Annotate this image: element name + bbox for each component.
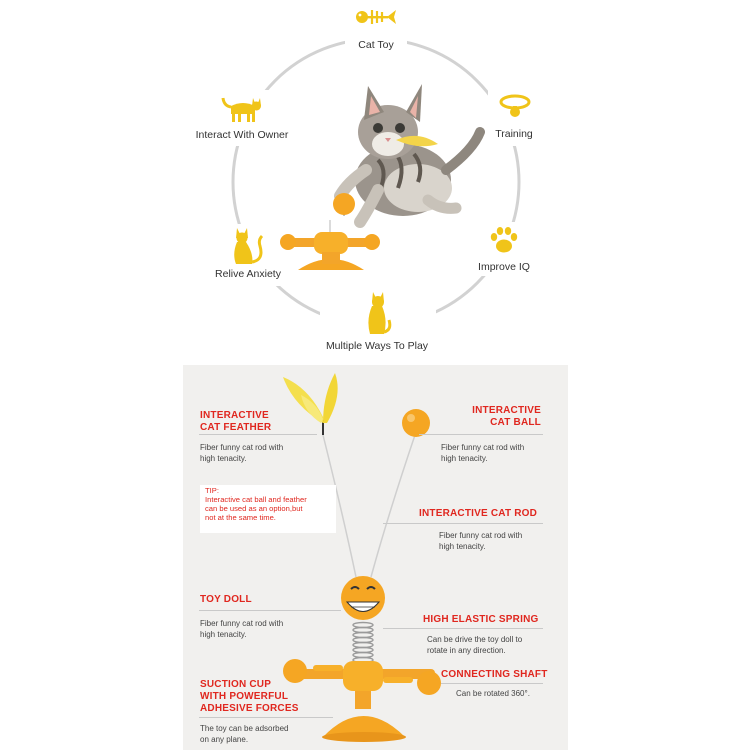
rod-title: INTERACTIVE CAT ROD [419,508,538,519]
doll-desc: Fiber funny cat rod with high tenacity. [200,619,284,639]
doll-title: TOY DOLL [200,594,252,605]
sitting-cat-icon [364,290,392,336]
ball-title: INTERACTIVE CAT BALL [472,405,541,428]
tip-text: TIP: Interactive cat ball and feather can be used as an option,but not at the same time. [205,486,307,522]
collar-icon [497,92,533,122]
feature-label-relive-anxiety: Relive Anxiety [215,268,281,280]
rod-desc: Fiber funny cat rod with high tenacity. [439,531,523,551]
spring-desc: Can be drive the toy doll to rotate in any direction. [427,635,523,655]
suction-leader [199,717,333,718]
feather-leader [199,434,317,435]
suction-title: SUCTION CUP WITH POWERFUL ADHESIVE FORCES [200,679,299,714]
ball-desc: Fiber funny cat rod with high tenacity. [441,443,525,463]
fish-bone-icon [354,5,398,29]
rod-leader [383,523,543,524]
kitten-photo [268,70,498,280]
feature-label-cat-toy: Cat Toy [358,39,394,51]
shaft-leader [441,683,543,684]
shaft-title: CONNECTING SHAFT [441,669,548,680]
feature-label-training: Training [495,128,533,140]
product-detail-panel [183,365,568,750]
feature-diagram [0,0,750,362]
ball-leader [419,434,543,435]
suction-desc: The toy can be adsorbed on any plane. [200,724,289,744]
feather-desc: Fiber funny cat rod with high tenacity. [200,443,284,463]
spring-leader [383,628,543,629]
feature-label-improve-iq: Improve IQ [478,261,530,273]
cat-stretch-icon [232,226,266,266]
doll-leader [199,610,341,611]
feature-label-multiple-ways: Multiple Ways To Play [325,340,429,352]
feature-label-interact-owner: Interact With Owner [195,129,289,141]
feather-title: INTERACTIVE CAT FEATHER [200,410,272,433]
walking-cat-icon [221,94,265,124]
spring-title: HIGH ELASTIC SPRING [423,614,539,625]
shaft-desc: Can be rotated 360°. [456,689,530,698]
